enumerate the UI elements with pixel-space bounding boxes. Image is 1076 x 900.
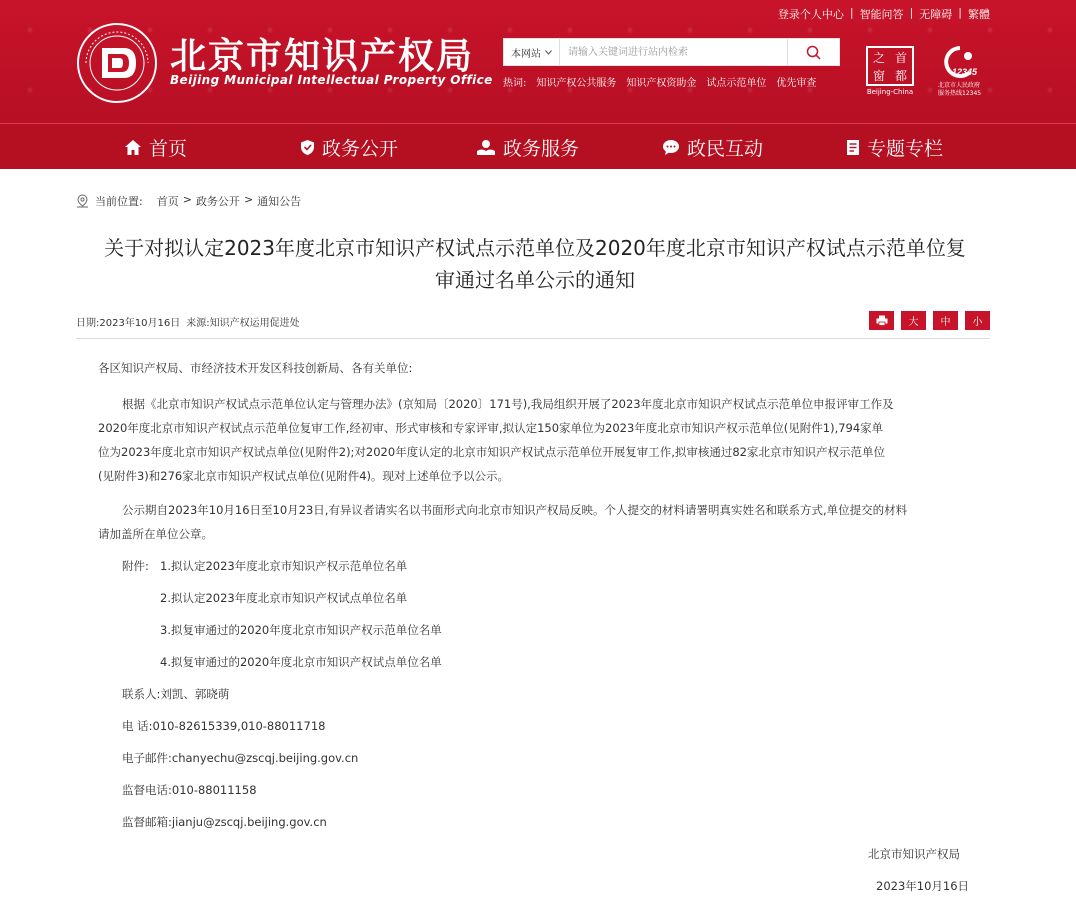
breadcrumb-separator: > — [243, 193, 254, 206]
breadcrumb-separator: > — [182, 193, 192, 206]
nav-item-label: 首页 — [149, 137, 188, 160]
signature-date: 2023年10月16日 — [876, 879, 970, 893]
attachments-label: 附件: — [122, 559, 149, 573]
article-tools — [869, 311, 990, 330]
article-date: 日期:2023年10月16日 — [76, 318, 181, 329]
article-title-line: 关于对拟认定2023年度北京市知识产权试点示范单位及2020年度北京市知识产权试点示范单位复 — [104, 236, 966, 260]
paragraph-line: 公示期自2023年10月16日至10月23日,有异议者请实名以书面形式向北京市知识产权局反映。个人提交的材料请署明真实姓名和联系方式,单位提交的材料 — [122, 503, 908, 517]
capital-window-logo — [866, 46, 914, 86]
contact-person: 联系人:刘凯、郭晓萌 — [122, 687, 230, 701]
login-link[interactable]: 登录个人中心 — [777, 8, 844, 21]
printer-icon — [876, 315, 888, 326]
site-logo[interactable] — [76, 22, 158, 104]
badge-caption: 服务热线12345 — [938, 90, 982, 97]
chevron-down-icon — [545, 50, 552, 55]
nav-item-special-topics[interactable] — [846, 124, 943, 170]
hot-word-link[interactable]: 优先审查 — [776, 78, 817, 89]
divider — [76, 338, 990, 339]
hot-word-link[interactable]: 知识产权公共服务 — [536, 78, 617, 89]
breadcrumb-government-affairs[interactable]: 政务公开 — [195, 195, 240, 208]
font-size-large-button[interactable]: 大 — [901, 311, 926, 330]
nav-item-label: 专题专栏 — [867, 137, 944, 160]
nav-item-label: 政务服务 — [503, 137, 580, 160]
attachment-link[interactable]: 4.拟复审通过的2020年度北京市知识产权试点单位名单 — [160, 655, 442, 669]
contact-phone: 电 话:010-82615339,010-88011718 — [122, 719, 326, 733]
smart-qa-link[interactable]: 智能问答 — [859, 8, 904, 21]
nav-item-home[interactable] — [124, 124, 187, 170]
breadcrumb-home[interactable]: 首页 — [156, 195, 179, 208]
supervision-email: 监督邮箱:jianju@zscqj.beijing.gov.cn — [122, 815, 327, 829]
search-scope-label: 本网站 — [511, 48, 541, 60]
search-button[interactable] — [787, 39, 839, 65]
font-size-medium-button[interactable]: 中 — [933, 311, 958, 330]
attachment-link[interactable]: 3.拟复审通过的2020年度北京市知识产权示范单位名单 — [160, 623, 442, 637]
site-header — [0, 0, 1076, 123]
nav-item-services[interactable] — [476, 124, 579, 170]
nav-item-interaction[interactable] — [662, 124, 763, 170]
site-title[interactable]: 北京市知识产权局 — [170, 35, 475, 77]
breadcrumb-notices[interactable]: 通知公告 — [257, 195, 302, 208]
badge-char: 都 — [894, 68, 907, 83]
document-icon — [846, 139, 860, 156]
nav-item-government-affairs[interactable] — [300, 124, 398, 170]
site-title-english: Beijing Municipal Intellectual Property Office — [170, 73, 493, 87]
location-pin-icon — [76, 194, 89, 208]
supervision-phone: 监督电话:010-88011158 — [122, 783, 257, 797]
font-size-small-button[interactable]: 小 — [965, 311, 990, 330]
contact-email: 电子邮件:chanyechu@zscqj.beijing.gov.cn — [122, 751, 359, 765]
badge-caption: Beijing-China — [866, 88, 914, 96]
breadcrumb-label: 当前位置: — [95, 195, 143, 208]
badge-char: 之 — [872, 50, 885, 65]
chat-icon — [662, 139, 680, 156]
article-meta — [76, 314, 300, 329]
hot-word-link[interactable]: 试点示范单位 — [706, 78, 767, 89]
badge-char: 首 — [894, 50, 907, 65]
main-nav — [0, 123, 1076, 169]
search-bar — [503, 38, 840, 66]
paragraph-line: 根据《北京市知识产权试点示范单位认定与管理办法》(京知局〔2020〕171号),我局组织开展了2023年度北京市知识产权试点示范单位申报评审工作及 — [122, 397, 894, 411]
paragraph-line: 位为2023年度北京市知识产权试点单位(见附件2);对2020年度认定的北京市知识产权试点示范单位开展复审工作,拟审核通过82家北京市知识产权示范单位 — [98, 445, 885, 459]
paragraph-line: 2020年度北京市知识产权试点示范单位复审工作,经初审、形式审核和专家评审,拟认定150家单位为2023年度北京市知识产权示范单位(见附件1),794家单 — [98, 421, 884, 435]
hotline-number: 12345 — [952, 67, 978, 77]
search-icon — [806, 45, 821, 60]
service-icon — [476, 139, 496, 156]
attachment-link[interactable]: 2.拟认定2023年度北京市知识产权试点单位名单 — [160, 591, 408, 605]
separator: | — [958, 6, 962, 19]
home-icon — [124, 139, 142, 156]
capital-window-badge[interactable] — [866, 46, 918, 102]
badge-char: 窗 — [872, 68, 885, 83]
nav-item-label: 政民互动 — [687, 137, 764, 160]
hot-word-link[interactable]: 知识产权资助金 — [626, 78, 697, 89]
separator: | — [849, 6, 854, 19]
hotline-12345-badge[interactable] — [938, 46, 998, 102]
attachment-link[interactable]: 1.拟认定2023年度北京市知识产权示范单位名单 — [160, 559, 408, 573]
article-source: 来源:知识产权运用促进处 — [186, 318, 300, 329]
paragraph-line: (见附件3)和276家北京市知识产权试点单位(见附件4)。现对上述单位予以公示。 — [98, 469, 510, 483]
breadcrumb — [76, 193, 301, 209]
separator: | — [909, 6, 914, 19]
hot-words-label: 热词: — [503, 78, 527, 89]
traditional-chinese-link[interactable]: 繁體 — [968, 8, 990, 21]
signature: 北京市知识产权局 — [868, 847, 960, 861]
hotline-logo-icon — [938, 46, 984, 78]
search-input[interactable] — [560, 39, 787, 65]
article-title-line: 审通过名单公示的通知 — [435, 268, 635, 292]
print-button[interactable] — [869, 311, 894, 330]
paragraph-line: 请加盖所在单位公章。 — [98, 527, 213, 541]
top-links — [778, 6, 990, 22]
accessibility-link[interactable]: 无障碍 — [919, 8, 953, 21]
salutation: 各区知识产权局、市经济技术开发区科技创新局、各有关单位: — [98, 361, 413, 375]
badge-caption: 北京市人民政府 — [938, 82, 981, 89]
nav-item-label: 政务公开 — [322, 137, 399, 160]
shield-icon — [300, 139, 315, 156]
hot-words — [503, 74, 816, 89]
search-scope-select[interactable] — [504, 39, 560, 65]
article-title — [70, 232, 1000, 296]
